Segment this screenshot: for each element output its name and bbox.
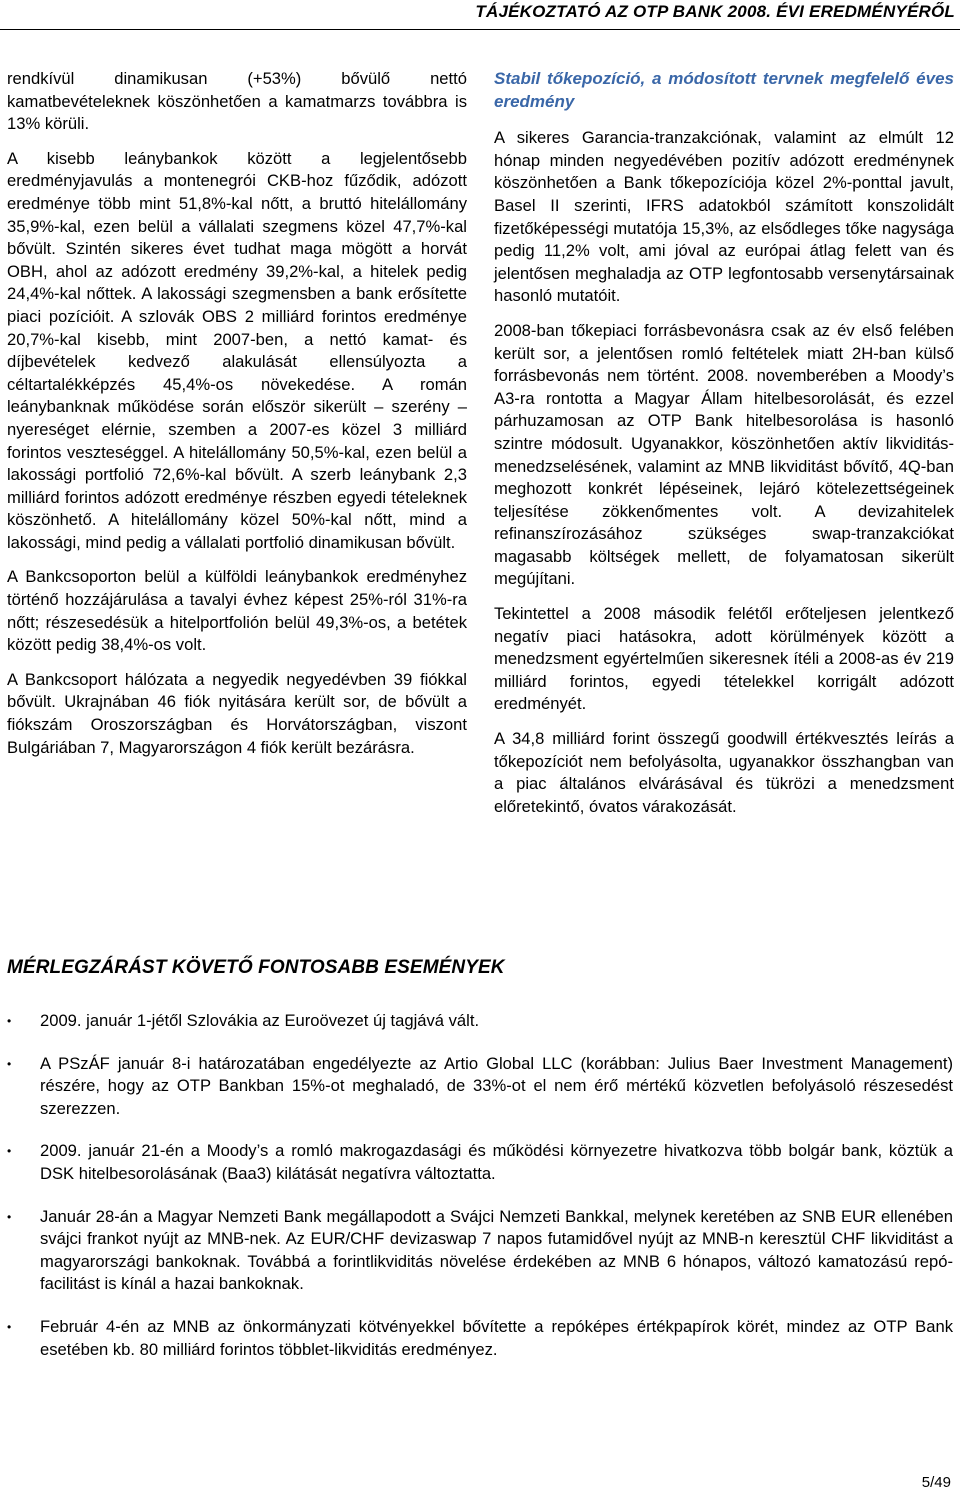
list-item bbox=[7, 1140, 953, 1185]
paragraph: A kisebb leánybankok között a legjelentősebb eredményjavulás a montenegrói CKB-hoz fűződik, adózott eredménye több mint 51,8%-kal nőtt, a bruttó hitelállomány 35,9%-kal, ezen belül a vállalati szegmens közel 47,7%-kal bővült. Szintén sikeres évet tudhat maga mögött a horvát OBH, ahol az adózott eredmény 39,2%-kal, a hitelek pedig 24,4%-kal nőttek. A lakossági szegmensben a bank erősítette piaci pozícióit. A szlovák OBS 2 milliárd forintos eredménye 20,7%-kal kisebb, mint 2007-ben, a nettó kamat- és díjbevételek kedvező alakulását ellensúlyozta a céltartalékképzés 45,4%-os növekedése. A román leánybanknak működése során először sikerült – szerény – nyereséget elérnie, szemben a 2007-es közel 3 milliárd forintos veszteséggel. A hitelállomány 50,5%-kal, ezen belül a lakossági portfolió 72,6%-kal bővült. A szerb leánybank 2,3 milliárd forintos adózott eredménye részben egyedi tételeknek köszönhető. A hitelállomány közel 50%-kal nőtt, mind a lakossági, mind pedig a vállalati portfolió dinamikusan bővült. bbox=[7, 148, 467, 552]
paragraph: rendkívül dinamikusan (+53%) bővülő nettó kamatbevételeknek köszönhetően a kamatmarzs továbbra is 13% körüli. bbox=[7, 69, 467, 134]
bullet-icon: • bbox=[7, 1144, 12, 1159]
bullet-icon: • bbox=[7, 1209, 12, 1224]
paragraph: A Bankcsoport hálózata a negyedik negyedévben 39 fiókkal bővült. Ukrajnában 46 fiók nyitására került sor, de bővült a fiókszám Oroszországban és Horvátországban, viszont Bulgáriában 7, Magyarországon 4 fiók került bezárásra. bbox=[7, 669, 467, 757]
list-item bbox=[7, 1053, 953, 1121]
left-column bbox=[7, 68, 467, 771]
paragraph: 2008-ban tőkepiaci forrásbevonásra csak az év első felében került sor, a jelentősen romló feltételek miatt 2H-ban külső forrásbevonás nem történt. 2008. novemberében a Moody’s A3-ra rontotta a Magyar Állam hitelbesorolását, és ezzel párhuzamosan az OTP Bank hitelbesorolása is hasonló szintre módosult. Ugyanakkor, köszönhetően aktív likviditás-menedzselésének, valamint az MNB likviditást bővítő, 4Q-ban meghozott konkrét lépéseinek, lejáró kötelezettségeinek teljesítése zökkenőmentes volt. A devizahitelek refinanszírozásához szükséges swap-tranzakciókat magasabb költségek mellett, de folyamatosan sikerült megújítani. bbox=[494, 320, 954, 589]
bullet-icon: • bbox=[7, 1014, 12, 1028]
paragraph: A sikeres Garancia-tranzakciónak, valamint az elmúlt 12 hónap minden negyedévében pozitív adózott eredménynek köszönhetően a Bank tőkepozíciója közel 2%-ponttal javult, Basel II szerinti, IFRS adatokból számított konszolidált fizetőképességi mutatója 15,3%, az elsődleges tőke nagysága pedig 11,2% volt, ami jóval az európai átlag felett van és jelentősen meghaladja az OTP legfontosabb versenytársainak hasonló mutatóit. bbox=[494, 128, 954, 306]
list-item bbox=[7, 1010, 953, 1033]
section-subheading: Stabil tőkepozíció, a módosított tervnek megfelelő éves eredmény bbox=[494, 69, 954, 111]
paragraph: Tekintettel a 2008 második felétől erőteljesen jelentkező negatív piaci hatásokra, adott körülmények között a menedzsment egyértelműen sikeresnek ítéli a 2008-as év 219 milliárd forintos, egyedi tételekkel korrigált adózott eredményét. bbox=[494, 604, 954, 714]
page-header-title: TÁJÉKOZTATÓ AZ OTP BANK 2008. ÉVI EREDMÉNYÉRŐL bbox=[475, 2, 955, 21]
paragraph: A Bankcsoporton belül a külföldi leánybankok eredményhez történő hozzájárulása a tavalyi évhez képest 25%-ról 31%-ra nőtt; részesedésük a hitelportfolión belül 49,3%-os, a betétek között pedig 38,4%-os volt. bbox=[7, 567, 467, 655]
events-section-title: MÉRLEGZÁRÁST KÖVETŐ FONTOSABB ESEMÉNYEK bbox=[7, 957, 505, 978]
bullet-icon: • bbox=[7, 1319, 12, 1334]
events-list bbox=[7, 1010, 953, 1381]
paragraph: A 34,8 milliárd forint összegű goodwill értékvesztés leírás a tőkepozíciót nem befolyásolta, ugyanakkor összhangban van a piac általános elvárásával és tükrözi a menedzsment előretekintő, óvatos várakozását. bbox=[494, 729, 954, 816]
list-item bbox=[7, 1206, 953, 1296]
event-text: 2009. január 1-jétől Szlovákia az Euroövezet új tagjává vált. bbox=[40, 1011, 480, 1030]
bullet-icon: • bbox=[7, 1056, 12, 1071]
event-text: Február 4-én az MNB az önkormányzati kötvényekkel bővítette a repóképes értékpapírok körét, mindez az OTP Bank esetében kb. 80 milliárd forintos többlet-likviditás eredményez. bbox=[40, 1316, 953, 1359]
event-text: Január 28-án a Magyar Nemzeti Bank megállapodott a Svájci Nemzeti Bankkal, melynek keretében az SNB EUR ellenében svájci frankot nyújt az MNB-nek. Az EUR/CHF devizaswap 7 napos futamidővel nyújt az MNB-n keresztül CHF likviditást a magyarországi bankoknak. Továbbá a forintlikviditás növelése érdekében az MNB 6 hónapos, változó kamatozású repó-facilitást is kínál a hazai bankoknak. bbox=[40, 1206, 953, 1294]
event-text: 2009. január 21-én a Moody’s a romló makrogazdasági és működési környezetre hivatkozva több bolgár bank, köztük a DSK hitelbesorolásának (Baa3) kilátását negatívra változtatta. bbox=[40, 1141, 953, 1183]
page-number: 5/49 bbox=[921, 1474, 951, 1491]
right-column bbox=[494, 68, 954, 830]
event-text: A PSzÁF január 8-i határozatában engedélyezte az Artio Global LLC (korábban: Julius Baer Investment Management) részére, hogy az OTP Bankban 15%-ot meghaladó, de 33%-ot el nem érő mértékű közvetlen befolyásoló részesedést szerezzen. bbox=[40, 1053, 953, 1118]
header-divider bbox=[0, 29, 960, 30]
list-item bbox=[7, 1316, 953, 1361]
